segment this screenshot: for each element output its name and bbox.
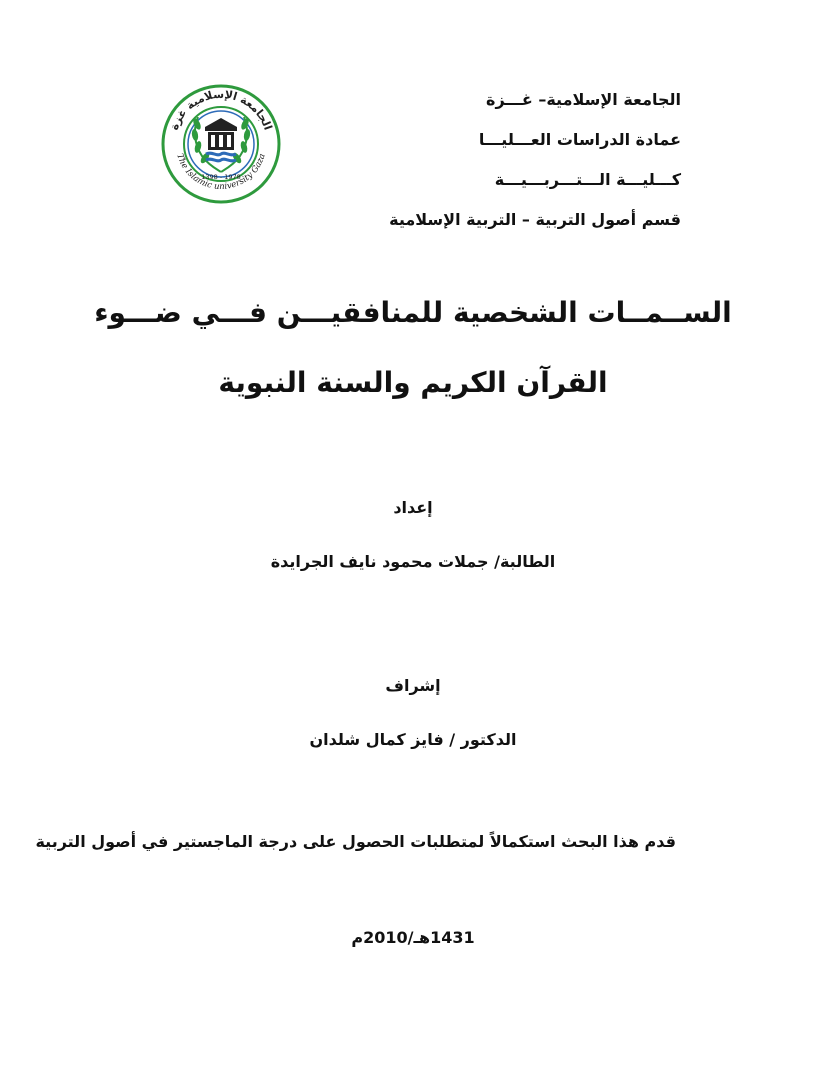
department-name: قسم أصول التربية – التربية الإسلامية: [389, 210, 681, 229]
preparation-label: إعداد: [393, 498, 433, 517]
svg-text:1978 - 1398: 1978 - 1398: [201, 173, 241, 181]
student-name: الطالبة/ جملات محمود نايف الجرايدة: [270, 552, 556, 571]
submission-date: 1431هـ/2010م: [351, 928, 475, 947]
thesis-title-line-2: القرآن الكريم والسنة النبوية: [218, 366, 608, 399]
institution-header: [381, 80, 681, 240]
supervisor-name: الدكتور / فايز كمال شلدان: [309, 730, 517, 749]
thesis-title-line-1: الســمــات الشخصية للمنافقيـــن فـــي ضـــوء: [94, 296, 732, 329]
university-logo: [150, 82, 292, 206]
svg-text:The Islamic university Gaza: The Islamic university Gaza: [174, 152, 268, 193]
faculty-name: كـــليـــة الـــتـــربـــيـــة: [494, 170, 681, 189]
svg-text:الجامعة الإسلامية غزة: الجامعة الإسلامية غزة: [167, 87, 275, 132]
university-seal-icon: [150, 82, 292, 206]
university-name: الجامعة الإسلامية– غـــزة: [486, 90, 681, 109]
degree-requirement-note: قدم هذا البحث استكمالاً لمتطلبات الحصول على درجة الماجستير في أصول التربية: [35, 832, 676, 851]
supervision-label: إشراف: [385, 676, 441, 695]
graduate-studies-deanship: عمادة الدراسات العـــليـــا: [478, 130, 681, 149]
